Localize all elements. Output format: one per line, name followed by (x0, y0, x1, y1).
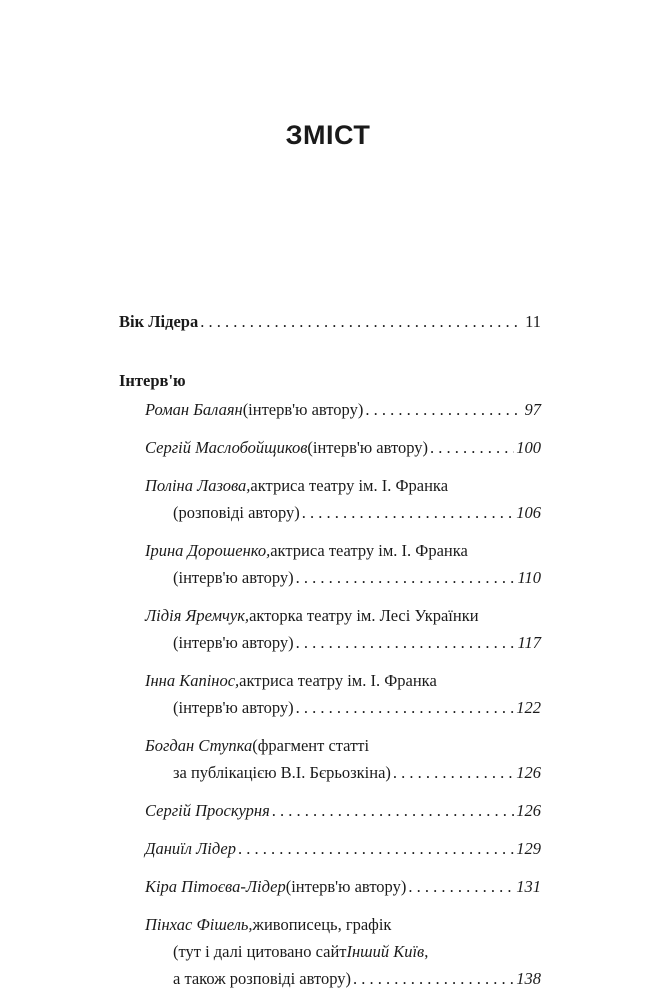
toc-entry[interactable] (145, 602, 541, 656)
toc-entry-vik-lidera[interactable] (119, 308, 541, 335)
toc-entry-desc: живописець, графік (252, 915, 392, 934)
toc-entry[interactable] (145, 434, 541, 461)
toc-entry-continuation: (інтерв'ю автору) (173, 698, 294, 717)
toc-page-number: 11 (525, 312, 541, 331)
toc-entry-continuation: (інтерв'ю автору) (173, 633, 294, 652)
toc-entry-continuation: а також розповіді автору) (173, 969, 352, 988)
toc-entry-desc: (інтерв'ю автору) (307, 438, 429, 457)
toc-page-number: 100 (516, 438, 541, 457)
toc-entry-continuation: (інтерв'ю автору) (173, 568, 294, 587)
dot-leader (296, 564, 516, 591)
toc-entry[interactable] (145, 472, 541, 526)
toc-entry[interactable] (145, 732, 541, 786)
dot-leader (272, 797, 514, 824)
dot-leader (408, 873, 514, 900)
toc-entry-name: Поліна Лазова, (145, 476, 251, 495)
toc-page-number: 131 (516, 877, 541, 896)
toc-entry-name: Інна Капінос, (145, 671, 240, 690)
toc-page-number: 129 (516, 839, 541, 858)
toc-page-number: 110 (517, 568, 541, 587)
toc-entry-continuation-suffix: , (424, 942, 429, 961)
toc-entry-continuation: за публікацією В.І. Бєрьозкіна) (173, 763, 391, 782)
dot-leader (200, 308, 523, 335)
dot-leader (353, 965, 514, 992)
toc-entry-name: Роман Балаян (145, 400, 243, 419)
toc-page-number: 117 (517, 633, 541, 652)
toc-entry-desc: (інтерв'ю автору) (242, 400, 364, 419)
toc-entry-name: Сергій Маслобойщиков (145, 438, 308, 457)
toc-page-number: 126 (516, 801, 541, 820)
table-of-contents (119, 308, 541, 1003)
toc-entry[interactable] (145, 835, 541, 862)
toc-entry-continuation: (тут і далі цитовано сайт (173, 942, 347, 961)
dot-leader (430, 434, 514, 461)
dot-leader (393, 759, 514, 786)
toc-page-number: 138 (516, 969, 541, 988)
toc-entry[interactable] (145, 873, 541, 900)
toc-entry[interactable] (145, 667, 541, 721)
toc-entry[interactable] (145, 797, 541, 824)
toc-page-number: 97 (524, 400, 541, 419)
toc-entry-desc: актриса театру ім. І. Франка (239, 671, 437, 690)
dot-leader (296, 629, 516, 656)
toc-entry-label: Вік Лідера (119, 312, 199, 331)
toc-entry-site-name: Інший Київ (346, 942, 425, 961)
toc-entry-desc: акторка театру ім. Лесі Українки (249, 606, 479, 625)
toc-page-number: 106 (516, 503, 541, 522)
toc-entry-name: Ірина Дорошенко, (145, 541, 271, 560)
toc-entry-desc: (фрагмент статті (252, 736, 370, 755)
toc-entry[interactable] (145, 537, 541, 591)
toc-entry-name: Даниїл Лідер (145, 839, 236, 858)
toc-entry-name: Пінхас Фішель, (145, 915, 253, 934)
toc-entry[interactable] (145, 396, 541, 423)
dot-leader (365, 396, 522, 423)
section-heading-interviews: Інтерв'ю (119, 371, 186, 390)
toc-entry[interactable] (145, 911, 541, 992)
toc-entry-desc: актриса театру ім. І. Франка (250, 476, 449, 495)
toc-entry-name: Сергій Проскурня (145, 801, 270, 820)
toc-page-number: 122 (516, 698, 541, 717)
toc-entry-desc: актриса театру ім. І. Франка (270, 541, 468, 560)
toc-entry-name: Кіра Пітоєва-Лідер (145, 877, 286, 896)
page-title: ЗМІСТ (285, 120, 371, 150)
dot-leader (296, 694, 515, 721)
toc-page-number: 126 (516, 763, 541, 782)
toc-entry-desc: (інтерв'ю автору) (285, 877, 407, 896)
toc-entry-name: Богдан Ступка (145, 736, 253, 755)
dot-leader (302, 499, 514, 526)
toc-entry-name: Лідія Яремчук, (145, 606, 250, 625)
toc-entry-continuation: (розповіді автору) (173, 503, 300, 522)
dot-leader (238, 835, 514, 862)
